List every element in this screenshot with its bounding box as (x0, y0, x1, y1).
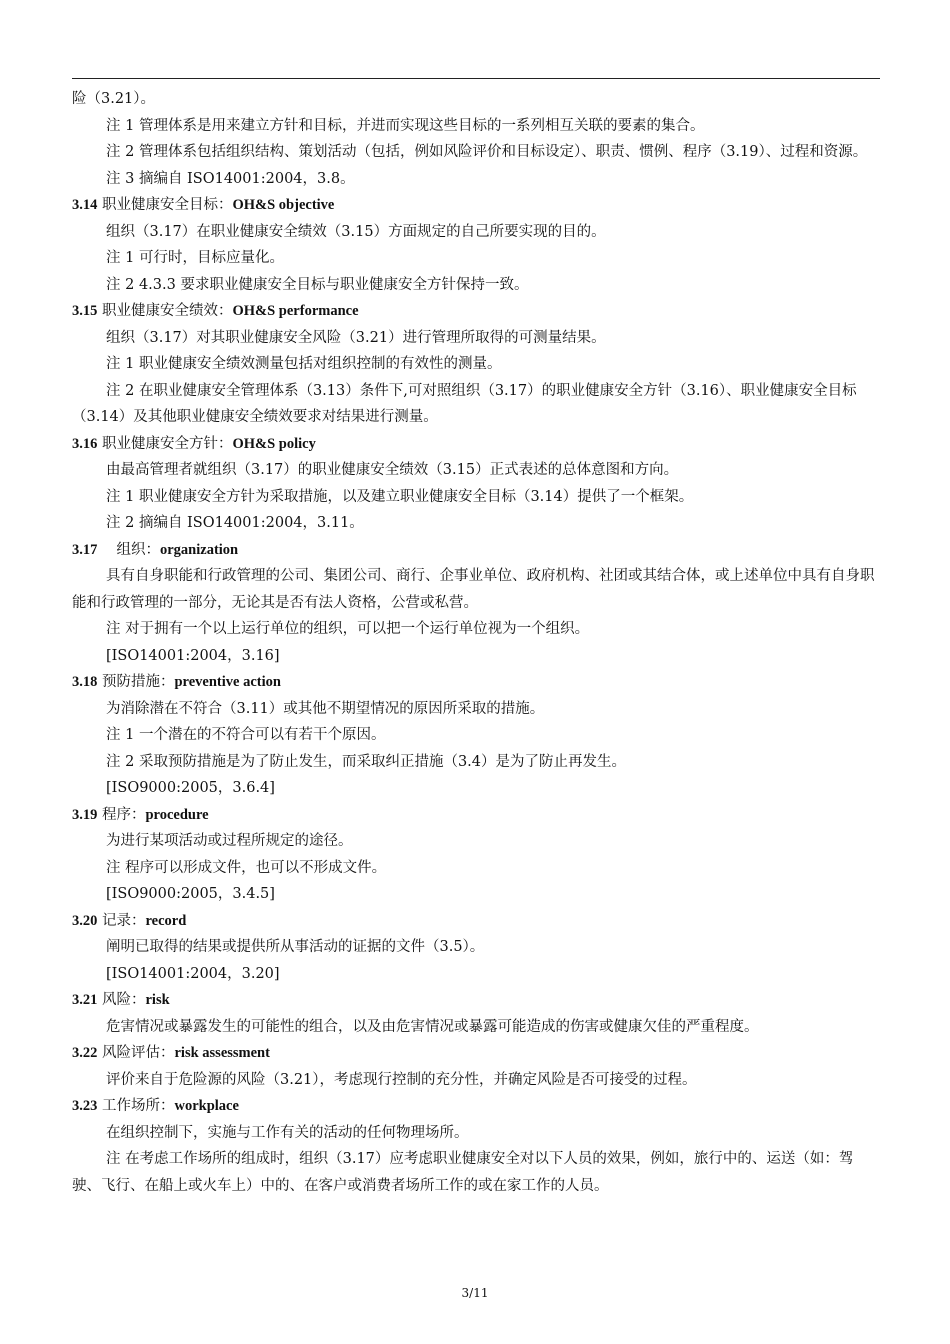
continuation-line: 险（3.21）。 (72, 91, 156, 107)
term-number: 3.15 (72, 303, 98, 319)
term-3-21 (72, 987, 880, 1040)
term-heading (72, 802, 880, 829)
term-chinese: 风险： (101, 992, 146, 1008)
term-3-18 (72, 669, 880, 802)
note-line: 注 2 管理体系包括组织结构、策划活动（包括，例如风险评价和目标设定）、职责、惯例、程序（3.19）、过程和资源。 (106, 144, 868, 160)
term-english: record (145, 912, 187, 929)
term-text-line: [ISO9000:2005，3.4.5] (106, 886, 275, 902)
term-heading (72, 987, 880, 1014)
term-text-line: [ISO14001:2004，3.16] (106, 647, 280, 664)
note-line: 注 1 管理体系是用来建立方针和目标，并进而实现这些目标的一系列相互关联的要素的集合。 (106, 117, 705, 134)
term-text-line: 由最高管理者就组织（3.17）的职业健康安全绩效（3.15）正式表述的总体意图和方向。 (106, 462, 679, 478)
term-heading (72, 1093, 880, 1120)
term-chinese: 预防措施： (101, 674, 175, 690)
page-number: 3/11 (461, 1286, 489, 1300)
term-text-line: 为消除潜在不符合（3.11）或其他不期望情况的原因所采取的措施。 (106, 700, 545, 717)
term-chinese: 风险评估： (101, 1045, 175, 1061)
term-text-line: 注 2 摘编自 ISO14001:2004，3.11。 (106, 515, 364, 531)
term-text-line: 注 1 一个潜在的不符合可以有若干个原因。 (106, 727, 386, 743)
term-3-17 (72, 537, 880, 670)
term-heading (72, 298, 880, 325)
term-chinese: 记录： (101, 912, 146, 929)
term-text-line: [ISO14001:2004，3.20] (106, 965, 280, 982)
term-number: 3.23 (72, 1098, 98, 1114)
term-text-line: 注 2 采取预防措施是为了防止发生，而采取纠正措施（3.4）是为了防止再发生。 (106, 753, 627, 770)
term-text-line: 组织（3.17）在职业健康安全绩效（3.15）方面规定的自己所要实现的目的。 (106, 223, 606, 240)
term-text-line: 注 程序可以形成文件，也可以不形成文件。 (106, 859, 387, 876)
term-number: 3.20 (72, 912, 98, 929)
term-3-22 (72, 1040, 880, 1093)
term-number: 3.19 (72, 806, 98, 823)
term-list (72, 192, 880, 1199)
term-text-line: 具有自身职能和行政管理的公司、集团公司、商行、企事业单位、政府机构、社团或其结合体，或上述单位中具有自身职能和行政管理的一部分，无论其是否有法人资格，公营或私营。 (72, 568, 875, 611)
term-chinese: 职业健康安全绩效： (101, 303, 233, 319)
term-heading (72, 908, 880, 935)
term-chinese: 工作场所： (101, 1098, 175, 1114)
term-english: procedure (145, 806, 209, 823)
term-text-line: 危害情况或暴露发生的可能性的组合，以及由危害情况或暴露可能造成的伤害或健康欠佳的严重程度。 (106, 1018, 759, 1035)
term-text-line: [ISO9000:2005，3.6.4] (106, 780, 275, 796)
term-chinese: 职业健康安全方针： (101, 435, 233, 452)
term-english: OH&S policy (232, 435, 316, 452)
term-heading (72, 431, 880, 458)
term-chinese: 组织： (101, 541, 160, 558)
term-english: OH&S objective (232, 197, 335, 213)
term-heading (72, 669, 880, 696)
term-english: preventive action (174, 674, 281, 690)
section-3-13-notes (72, 113, 880, 193)
document-body (72, 86, 880, 1199)
term-3-23 (72, 1093, 880, 1199)
term-text-line: 组织（3.17）对其职业健康安全风险（3.21）进行管理所取得的可测量结果。 (106, 329, 606, 346)
term-text-line: 注 2 在职业健康安全管理体系（3.13）条件下,可对照组织（3.17）的职业健康安全方针（3.16）、职业健康安全目标（3.14）及其他职业健康安全绩效要求对结果进行测量。 (72, 382, 857, 425)
note-line: 注 3 摘编自 ISO14001:2004，3.8。 (106, 170, 355, 187)
term-3-20 (72, 908, 880, 988)
term-chinese: 程序： (101, 806, 146, 823)
term-text-line: 注 1 职业健康安全方针为采取措施，以及建立职业健康安全目标（3.14）提供了一个框架。 (106, 488, 694, 505)
term-text-line: 注 2 4.3.3 要求职业健康安全目标与职业健康安全方针保持一致。 (106, 276, 529, 293)
term-text-line: 在组织控制下，实施与工作有关的活动的任何物理场所。 (106, 1124, 469, 1141)
term-text-line: 注 1 可行时，目标应量化。 (106, 250, 284, 266)
term-3-16 (72, 431, 880, 537)
term-number: 3.21 (72, 992, 98, 1008)
term-english: risk (145, 992, 170, 1008)
term-text-line: 评价来自于危险源的风险（3.21），考虑现行控制的充分性，并确定风险是否可接受的过程。 (106, 1071, 697, 1088)
term-english: OH&S performance (232, 303, 359, 319)
term-heading (72, 192, 880, 219)
term-text-line: 注 在考虑工作场所的组成时，组织（3.17）应考虑职业健康安全对以下人员的效果，例如，旅行中的、运送（如：驾驶、飞行、在船上或火车上）中的、在客户或消费者场所工作的或在家工作的人员。 (72, 1151, 854, 1194)
term-text-line: 阐明已取得的结果或提供所从事活动的证据的文件（3.5）。 (106, 939, 485, 955)
term-english: workplace (174, 1098, 239, 1114)
term-heading (72, 1040, 880, 1067)
term-text-line: 注 对于拥有一个以上运行单位的组织，可以把一个运行单位视为一个组织。 (106, 621, 590, 637)
term-3-15 (72, 298, 880, 431)
term-number: 3.22 (72, 1045, 98, 1061)
term-text-line: 注 1 职业健康安全绩效测量包括对组织控制的有效性的测量。 (106, 356, 502, 372)
term-heading (72, 537, 880, 564)
term-number: 3.14 (72, 197, 98, 213)
term-number: 3.16 (72, 435, 98, 452)
term-english: risk assessment (174, 1045, 270, 1061)
term-chinese: 职业健康安全目标： (101, 197, 233, 213)
term-number: 3.17 (72, 541, 98, 558)
term-number: 3.18 (72, 674, 98, 690)
header-rule (72, 78, 880, 79)
term-3-19 (72, 802, 880, 908)
term-text-line: 为进行某项活动或过程所规定的途径。 (106, 833, 353, 849)
term-3-14 (72, 192, 880, 298)
term-english: organization (159, 541, 239, 558)
